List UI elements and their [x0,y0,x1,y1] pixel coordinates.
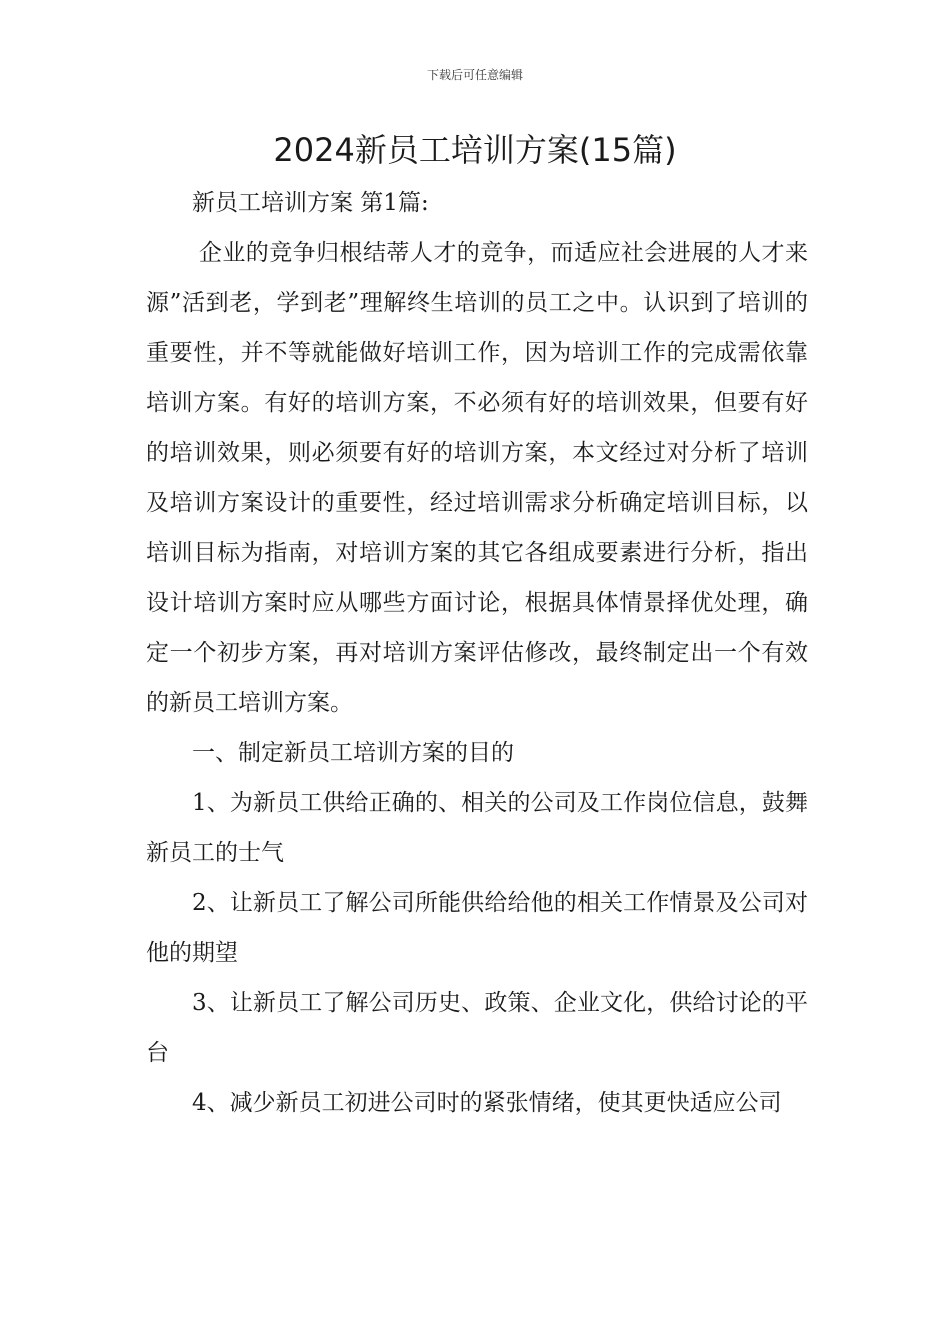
section-subtitle: 新员工培训方案 第1篇: [192,190,429,216]
list-item: 2、让新员工了解公司所能供给给他的相关工作情景及公司对他的期望 [146,890,808,966]
section-heading: 一、制定新员工培训方案的目的 [192,740,514,766]
document-body [146,178,808,1128]
list-item: 1、为新员工供给正确的、相关的公司及工作岗位信息，鼓舞新员工的士气 [146,790,808,866]
list-item: 4、减少新员工初进公司时的紧张情绪，使其更快适应公司 [192,1090,782,1116]
list-item: 3、让新员工了解公司历史、政策、企业文化，供给讨论的平台 [146,990,808,1066]
document-title: 2024新员工培训方案(15篇) [273,131,677,169]
intro-paragraph: 企业的竞争归根结蒂人才的竞争，而适应社会进展的人才来源”活到老，学到老”理解终生培训的员工之中。认识到了培训的重要性，并不等就能做好培训工作，因为培训工作的完成需依靠培训方案。有好的培训方案，不必须有好的培训效果，但要有好的培训效果，则必须要有好的培训方案，本文经过对分析了培训及培训方案设计的重要性，经过培训需求分析确定培训目标，以培训目标为指南，对培训方案的其它各组成要素进行分析，指出设计培训方案时应从哪些方面讨论，根据具体情景择优处理，确定一个初步方案，再对培训方案评估修改，最终制定出一个有效的新员工培训方案。 [146,240,808,716]
header-note: 下载后可任意编辑 [426,68,523,82]
